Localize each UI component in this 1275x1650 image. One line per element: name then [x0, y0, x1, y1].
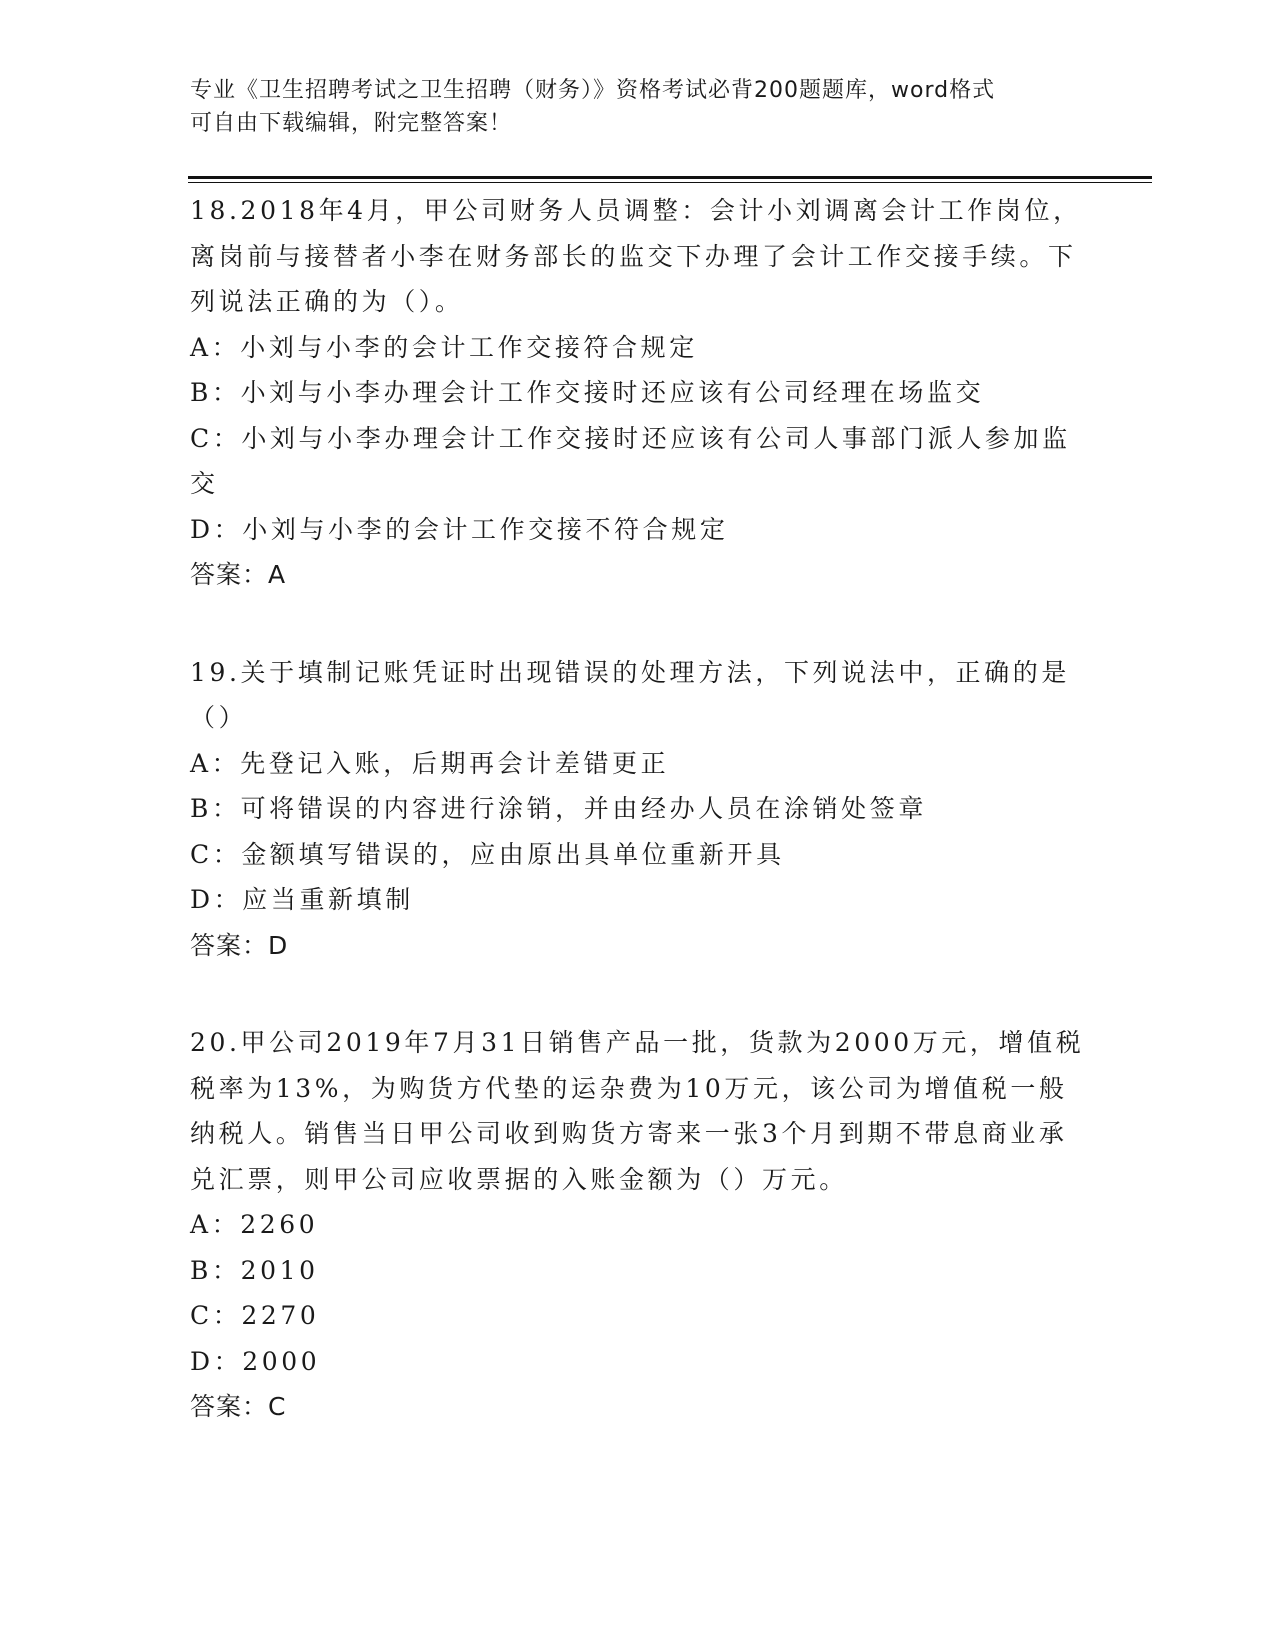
option-b: B：2010	[190, 1255, 319, 1285]
option-b: B：可将错误的内容进行涂销，并由经办人员在涂销处签章	[190, 794, 927, 823]
option-d: D：小刘与小李的会计工作交接不符合规定	[190, 514, 729, 544]
answer-line: 答案：A	[190, 560, 287, 589]
document-header	[190, 74, 1090, 140]
option-c: C：小刘与小李办理会计工作交接时还应该有公司人事部门派人参加监交	[190, 423, 1071, 498]
option-d: D：应当重新填制	[190, 885, 414, 914]
option-c: C：金额填写错误的，应由原出具单位重新开具	[190, 839, 785, 869]
answer-line: 答案：D	[190, 930, 289, 960]
question-list	[190, 188, 1090, 1482]
question-text: 19.关于填制记账凭证时出现错误的处理方法，下列说法中，正确的是（）	[190, 657, 1070, 732]
option-a: A：2260	[190, 1210, 319, 1239]
header-line-1: 专业《卫生招聘考试之卫生招聘（财务）》资格考试必背200题题库，word格式	[190, 78, 996, 103]
option-b: B：小刘与小李办理会计工作交接时还应该有公司经理在场监交	[190, 378, 985, 407]
header-line-2: 可自由下载编辑，附完整答案！	[190, 111, 513, 136]
option-d: D：2000	[190, 1346, 321, 1376]
question-text: 18.2018年4月，甲公司财务人员调整：会计小刘调离会计工作岗位，离岗前与接替者小李在财务部长的监交下办理了会计工作交接手续。下列说法正确的为（）。	[190, 196, 1082, 316]
header-divider-thick	[188, 176, 1152, 179]
question-19	[190, 650, 1090, 969]
header-divider-thin	[188, 182, 1152, 183]
question-20	[190, 1020, 1090, 1430]
option-a: A：小刘与小李的会计工作交接符合规定	[190, 332, 698, 362]
question-18	[190, 188, 1090, 598]
answer-line: 答案：C	[190, 1392, 287, 1421]
option-a: A：先登记入账，后期再会计差错更正	[190, 748, 670, 778]
question-text: 20.甲公司2019年7月31日销售产品一批，货款为2000万元，增值税税率为13%，为购货方代垫的运杂费为10万元，该公司为增值税一般纳税人。销售当日甲公司收到购货方寄来一张3个月到期不带息商业承兑汇票，则甲公司应收票据的入账金额为（）万元。	[190, 1028, 1085, 1194]
option-c: C：2270	[190, 1301, 320, 1330]
